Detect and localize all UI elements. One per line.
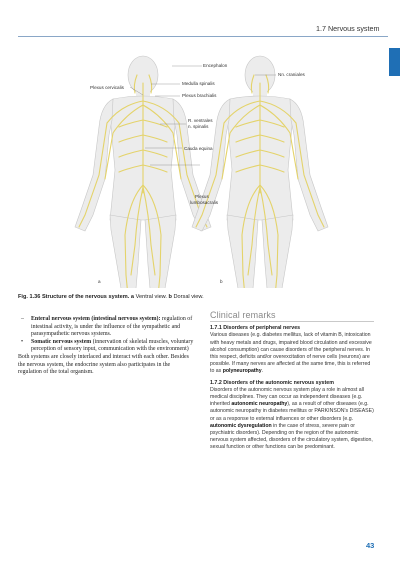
autonomic-text-a: Disorders of the autonomic nervous system play a role in almost all medical disciplines. They can occur as independent diseases (e.g. inherited [210, 386, 364, 408]
label-plexus: Plexus [195, 194, 209, 199]
page-number: 43 [366, 541, 375, 550]
label-medulla-spinalis: Medulla spinalis [182, 81, 215, 86]
header-rule [18, 36, 388, 37]
caption-title: Structure of the nervous system. [41, 294, 130, 300]
caption-a-text: Ventral view. [135, 294, 167, 300]
panel-b-label: b [220, 279, 223, 284]
list-item [18, 316, 195, 339]
item-enteral-bold: Enteral nervous system (intestinal nervous system): [31, 316, 161, 322]
clinical-remarks-box [210, 312, 374, 456]
body-text-column [18, 316, 195, 377]
section-header: 1.7 Nervous system [316, 24, 380, 33]
peripheral-text-a: Various diseases (e.g. diabetes mellitus, lack of vitamin B, intoxication with heavy metals and drugs, impaired blood circulation and excessive alcohol consumption) can cause disorders of the peripheral nerves. In this respect, deficits and/or overexcitation of nerve cells (neurons) are possible. If many nerves are affected at the same time, this is referred to as [210, 332, 372, 375]
autonomic-text-b: ), as a result of other diseases (e.g. autonomic neuropathy in diabetes mellitus or PARKINSON's DISEASE) or as a response to external influences or other disorders (e.g. [210, 401, 374, 422]
label-encephalon: Encephalon [203, 63, 228, 68]
body-paragraph: Both systems are closely interlaced and interact with each other. Besides the nervous system, the endocrine system also participates in the regulation of the total organism. [18, 353, 189, 376]
label-cauda-equina: Cauda equina [184, 146, 213, 151]
clinical-rule [210, 321, 374, 322]
caption-b-text: Dorsal view. [173, 294, 204, 300]
dot-bullet: • [21, 338, 24, 345]
label-rr-ventrales: R. ventrales [188, 118, 213, 123]
section-text-autonomic [210, 387, 374, 452]
item-enteral-text: regulation of intestinal activity, is under the influence of the sympathetic and parasympathetic nervous systems. [31, 316, 193, 338]
caption-a-letter: a [130, 294, 134, 300]
peripheral-text-b: . [261, 368, 264, 375]
label-lumbosacralis: lumbosacralis [190, 200, 219, 205]
label-n-spinalis: n. spinalis [188, 124, 209, 129]
label-plexus-brachialis: Plexus brachialis [182, 93, 217, 98]
section-text-peripheral [210, 332, 374, 375]
caption-b-letter: b [168, 294, 172, 300]
panel-a-label: a [98, 279, 101, 284]
dash-bullet: – [21, 316, 24, 322]
item-somatic-bold: Somatic nervous system [31, 338, 92, 345]
dorsal-figure [192, 56, 328, 288]
term-autonomic-dysregulation: autonomic dysregulation [210, 422, 272, 429]
label-plexus-cervicalis: Plexus cervicalis [90, 85, 124, 90]
autonomic-text-c: in the case of stress, severe pain or psychiatric disorders). Depending on the region of the autonomic nervous system affected, disorders of the circulatory system, digestion, sexual function or other functions can be predominant. [210, 422, 373, 451]
term-polyneuropathy: polyneuropathy [222, 368, 262, 375]
section-heading-autonomic: 1.7.2 Disorders of the autonomic nervous system [210, 379, 334, 386]
caption-number: Fig. 1.36 [18, 294, 41, 300]
figure-caption [18, 294, 348, 300]
nervous-system-figure [0, 38, 400, 288]
item-somatic-text: (innervation of skeletal muscles, voluntary perception of sensory input, communication with the environment) [31, 338, 194, 353]
term-autonomic-neuropathy: autonomic neuropathy [231, 401, 288, 408]
ventral-figure [75, 56, 211, 288]
label-nn-craniales: Nn. craniales [278, 72, 305, 77]
clinical-remarks-title: Clinical remarks [210, 310, 276, 320]
list-item [18, 339, 195, 354]
section-heading-peripheral: 1.7.1 Disorders of peripheral nerves [210, 325, 301, 332]
